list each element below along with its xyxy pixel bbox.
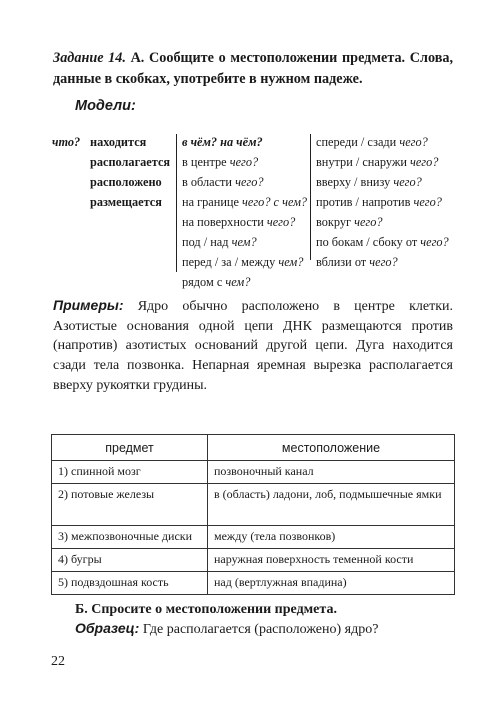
examples-text: Ядро обычно расположено в центре клетки. Азотистые основания одной цепи ДНК размещаются против (напротив) азотистых оснований другой цепи. Дуга находится сзади тела позвонка. Непарная яремная вырезка располагается вверху рукоятки грудины. <box>53 299 453 393</box>
models-title: Модели: <box>75 98 136 114</box>
sample-label: Образец: <box>75 620 140 636</box>
part-b-title: Б. Спросите о местоположении предмета. <box>75 602 337 617</box>
verb-item: располагается <box>90 155 171 169</box>
table-cell: 2) потовые железы <box>52 484 208 526</box>
col2-item: перед / за / между чем? <box>182 255 304 269</box>
col3-item: внутри / снаружи чего? <box>316 155 439 169</box>
question-what: что? <box>52 135 81 149</box>
col3-item: вверху / внизу чего? <box>316 175 422 189</box>
page-number: 22 <box>51 654 65 669</box>
sample-line <box>75 619 455 639</box>
table-cell: позвоночный канал <box>208 461 455 484</box>
table-cell: наружная поверхность теменной кости <box>208 549 455 572</box>
sample-text: Где располагается (расположено) ядро? <box>142 622 379 637</box>
column-divider <box>176 134 177 272</box>
col2-item: в области чего? <box>182 175 264 189</box>
examples-paragraph <box>53 296 453 396</box>
verb-item: размещается <box>90 195 162 209</box>
models-table <box>52 134 454 289</box>
table-cell: в (область) ладони, лоб, подмышечные ямки <box>208 484 455 526</box>
table-row <box>52 572 455 595</box>
location-table <box>51 434 455 595</box>
table-row <box>52 549 455 572</box>
column-divider <box>310 134 311 260</box>
table-cell: 4) бугры <box>52 549 208 572</box>
table-header: местоположение <box>208 435 455 461</box>
col3-item: вокруг чего? <box>316 215 383 229</box>
col2-item: рядом с чем? <box>182 275 251 289</box>
col3-item: спереди / сзади чего? <box>316 135 428 149</box>
col2-item: в центре чего? <box>182 155 259 169</box>
table-cell: 1) спинной мозг <box>52 461 208 484</box>
table-row <box>52 461 455 484</box>
col2-item: на границе чего? с чем? <box>182 195 308 209</box>
col3-item: вблизи от чего? <box>316 255 398 269</box>
col2-item: на поверхности чего? <box>182 215 296 229</box>
task-heading <box>53 48 453 90</box>
table-cell: над (вертлужная впадина) <box>208 572 455 595</box>
col2-item: под / над чем? <box>182 235 257 249</box>
table-cell: 5) подвздошная кость <box>52 572 208 595</box>
col3-item: против / напротив чего? <box>316 195 442 209</box>
col2-header: в чём? на чём? <box>182 135 263 149</box>
table-header: предмет <box>52 435 208 461</box>
table-cell: между (тела позвонков) <box>208 526 455 549</box>
examples-label: Примеры: <box>53 297 124 313</box>
table-row <box>52 484 455 526</box>
table-cell: 3) межпозвоночные диски <box>52 526 208 549</box>
part-b <box>75 600 455 639</box>
task-number: Задание 14. <box>53 50 126 66</box>
verb-item: расположено <box>90 175 162 189</box>
col3-item: по бокам / сбоку от чего? <box>316 235 449 249</box>
table-row <box>52 526 455 549</box>
task-text: А. Сообщите о местоположении предмета. Слова, данные в скобках, употребите в нужном падеже. <box>53 50 454 87</box>
verb-item: находится <box>90 135 147 149</box>
